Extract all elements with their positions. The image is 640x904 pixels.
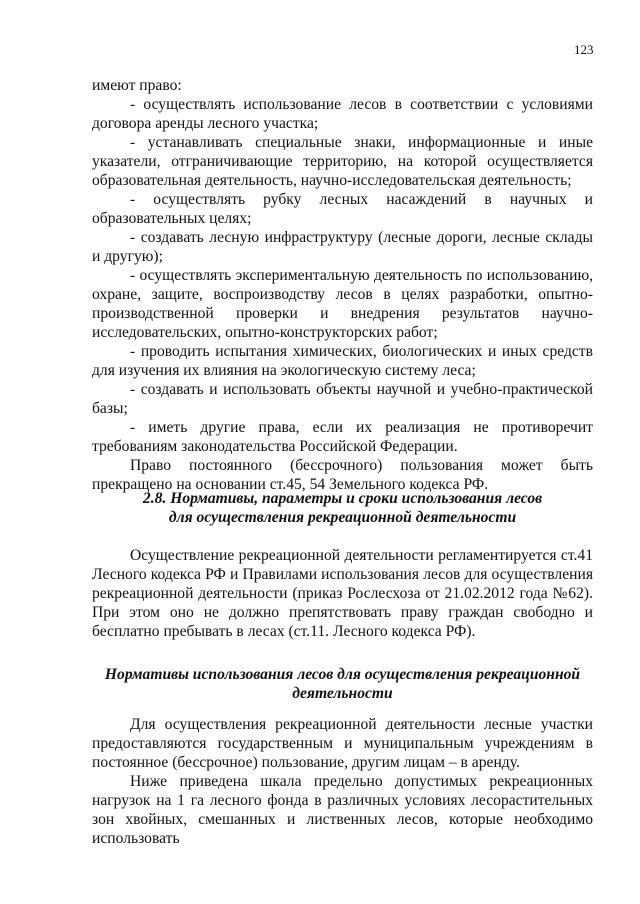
subsection-heading-line2: деятельности	[292, 685, 393, 702]
rights-item-facilities: - создавать и использовать объекты научной и учебно-практической базы;	[92, 381, 593, 417]
rights-item-other: - иметь другие права, если их реализация не противоречит требованиям законодательства Российской Федерации.	[92, 419, 593, 455]
subsection-heading-line1: Нормативы использования лесов для осуществления рекреационной	[104, 666, 581, 683]
section-heading-line2: для осуществления рекреационной деятельности	[168, 509, 517, 526]
subsection-heading	[92, 665, 593, 703]
rights-item-lease: - осуществлять использование лесов в соответствии с условиями договора аренды лесного участка;	[92, 96, 593, 132]
section-heading	[92, 489, 593, 527]
rights-block	[92, 76, 593, 494]
rights-item-infrastructure: - создавать лесную инфраструктуру (лесные дороги, лесные склады и другую);	[92, 229, 593, 265]
lease-paragraph: Для осуществления рекреационной деятельности лесные участки предоставляются государственным и муниципальным учреждениям в постоянное (бессрочное) пользование, другим лицам – в аренду.	[92, 716, 593, 771]
recreation-paragraph: Осуществление рекреационной деятельности регламентируется ст.41 Лесного кодекса РФ и Правилами использования лесов для осуществления рекреационной деятельности (приказ Рослесхоза от 21.02.2012 года №62). При этом оно не должно препятствовать праву граждан свободно и бесплатно пребывать в лесах (ст.11. Лесного кодекса РФ).	[92, 547, 593, 640]
rights-item-signs: - устанавливать специальные знаки, информационные и иные указатели, отграничивающие территорию, на которой осуществляется образовательная деятельность, научно-исследовательская деятельность;	[92, 134, 593, 189]
rights-item-testing: - проводить испытания химических, биологических и иных средств для изучения их влияния на экологическую систему леса;	[92, 343, 593, 379]
rights-intro: имеют право:	[92, 77, 182, 94]
load-scale-paragraph: Ниже приведена шкала предельно допустимых рекреационных нагрузок на 1 га лесного фонда в различных условиях лесорастительных зон хвойных, смешанных и лиственных лесов, которые необходимо использовать	[92, 773, 593, 847]
termination-paragraph: Право постоянного (бессрочного) пользования может быть прекращено на основании ст.45, 54 Земельного кодекса РФ.	[92, 457, 593, 493]
recreation-regulation	[92, 546, 593, 641]
section-heading-line1: 2.8. Нормативы, параметры и сроки использования лесов	[142, 490, 543, 507]
rights-item-felling: - осуществлять рубку лесных насаждений в научных и образовательных целях;	[92, 191, 593, 227]
subsection-body	[92, 715, 593, 848]
page-number: 123	[574, 42, 594, 57]
rights-item-experimental: - осуществлять экспериментальную деятельность по использованию, охране, защите, воспроизводству лесов в целях разработки, опытно-производственной проверки и внедрения результатов научно-исследовательских, опытно-конструкторских работ;	[92, 267, 593, 341]
